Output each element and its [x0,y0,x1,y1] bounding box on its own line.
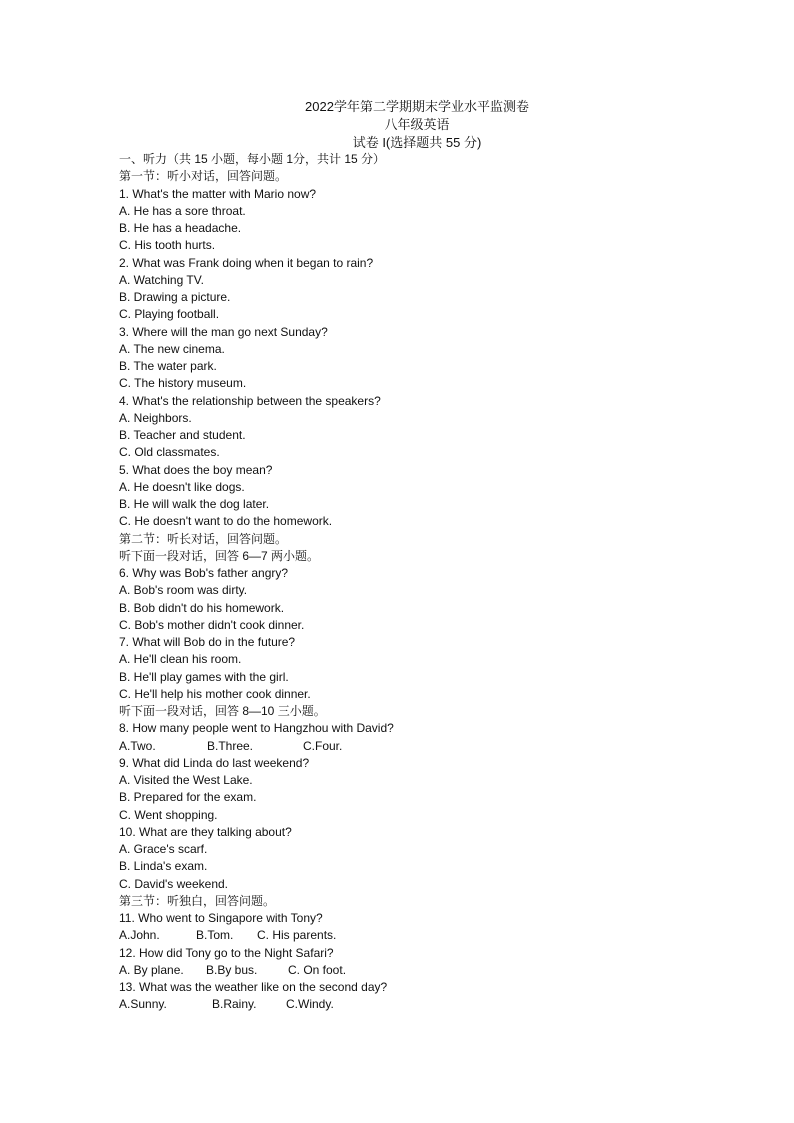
option-2b: B. Drawing a picture. [119,290,231,304]
part-heading: 第二节：听长对话，回答问题。 [119,531,288,546]
options-row-13 [119,996,679,1013]
option-12a: A. By plane. [119,962,184,977]
question-11: 11. Who went to Singapore with Tony? [119,911,323,925]
option-4b: B. Teacher and student. [119,428,246,442]
option-11a: A.John. [119,928,160,943]
option-6b: B. Bob didn't do his homework. [119,600,285,615]
option-10b: B. Linda's exam. [119,859,208,874]
option-5c: C. He doesn't want to do the homework. [119,514,333,529]
question-8: 8. How many people went to Hangzhou with David? [119,721,394,736]
option-8b: B.Three. [207,738,254,753]
option-12b: B.By bus. [206,962,258,977]
question-7: 7. What will Bob do in the future? [119,635,296,649]
option-9b: B. Prepared for the exam. [119,790,257,805]
option-7c: C. He'll help his mother cook dinner. [119,686,311,701]
option-3c: C. The history museum. [119,376,247,391]
question-5: 5. What does the boy mean? [119,462,273,477]
paper-section: 试卷 I(选择题共 55 分) [352,135,482,150]
option-6c: C. Bob's mother didn't cook dinner. [119,617,305,632]
question-2: 2. What was Frank doing when it began to rain? [119,255,374,270]
grade-subject: 八年级英语 [384,117,450,132]
option-11c: C. His parents. [257,928,337,943]
option-7a: A. He'll clean his room. [119,652,242,667]
option-12c: C. On foot. [288,962,347,977]
options-row-11 [119,927,679,944]
option-9c: C. Went shopping. [119,807,218,822]
option-3b: B. The water park. [119,359,217,373]
option-8a: A.Two. [119,738,156,753]
section-heading: 一、听力（共 15 小题，每小题 1分，共计 15 分） [119,152,386,166]
option-11b: B.Tom. [196,928,234,943]
question-1: 1. What's the matter with Mario now? [119,186,317,201]
option-5a: A. He doesn't like dogs. [119,479,245,494]
option-2a: A. Watching TV. [119,272,204,287]
dialogue-instruction: 听下面一段对话，回答 8—10 三小题。 [119,704,326,718]
question-10: 10. What are they talking about? [119,824,292,839]
question-4: 4. What's the relationship between the speakers? [119,393,381,408]
part-heading: 第三节：听独白，回答问题。 [119,893,276,908]
question-3: 3. Where will the man go next Sunday? [119,324,328,339]
option-13b: B.Rainy. [212,997,257,1012]
option-2c: C. Playing football. [119,307,220,322]
question-13: 13. What was the weather like on the second day? [119,980,388,994]
option-13c: C.Windy. [286,997,334,1012]
option-7b: B. He'll play games with the girl. [119,669,289,684]
dialogue-instruction: 听下面一段对话，回答 6—7 两小题。 [119,548,320,563]
option-1b: B. He has a headache. [119,221,242,235]
question-9: 9. What did Linda do last weekend? [119,755,310,770]
exam-title: 2022学年第二学期期末学业水平监测卷 [305,99,529,114]
option-4a: A. Neighbors. [119,410,192,425]
option-8c: C.Four. [303,738,343,753]
option-1c: C. His tooth hurts. [119,238,216,253]
options-row-12 [119,962,679,979]
question-12: 12. How did Tony go to the Night Safari? [119,945,334,960]
options-row-8 [119,738,679,755]
option-3a: A. The new cinema. [119,341,225,356]
option-9a: A. Visited the West Lake. [119,773,253,787]
option-1a: A. He has a sore throat. [119,203,246,218]
part-heading: 第一节：听小对话，回答问题。 [119,169,288,184]
option-4c: C. Old classmates. [119,445,220,460]
option-13a: A.Sunny. [119,997,167,1012]
option-6a: A. Bob's room was dirty. [119,583,248,598]
question-6: 6. Why was Bob's father angry? [119,566,289,580]
option-10a: A. Grace's scarf. [119,842,208,856]
option-10c: C. David's weekend. [119,876,229,891]
exam-body [119,151,679,1014]
option-5b: B. He will walk the dog later. [119,497,270,511]
